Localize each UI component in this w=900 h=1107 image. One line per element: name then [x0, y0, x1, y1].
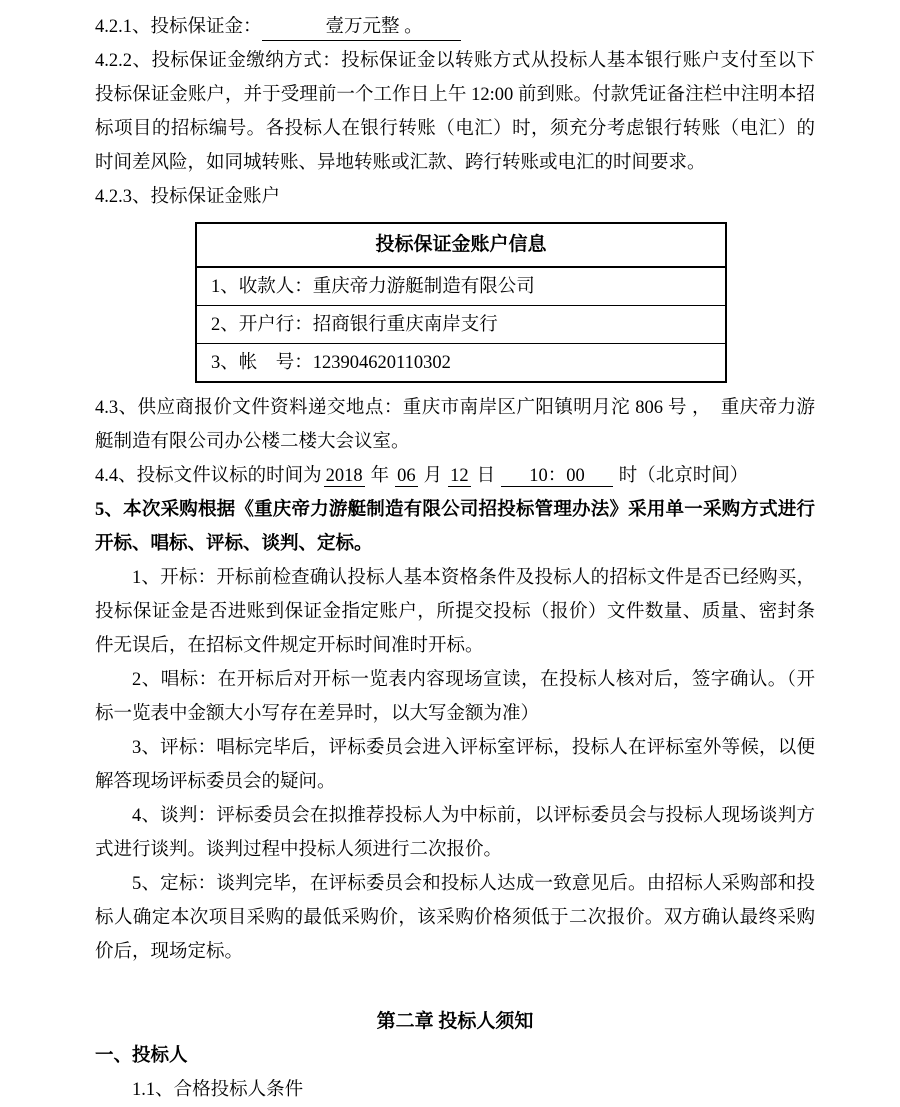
month-unit: 月: [423, 466, 443, 486]
table-row-payee: [196, 267, 726, 306]
table-row-bank: [196, 306, 726, 344]
clause-1-1: 1.1、合格投标人条件: [132, 1080, 304, 1100]
clause-4-4-prefix: 4.4、投标文件议标的时间为: [95, 466, 322, 486]
heading-bidders: 一、投标人: [95, 1046, 188, 1066]
payee-value: 重庆帝力游艇制造有限公司: [312, 276, 535, 297]
clause-4-2-1-label: 4.2.1、投标保证金：: [95, 17, 262, 37]
chapter-2-heading: 第二章 投标人须知: [376, 1011, 534, 1032]
clause-4-3: 4.3、供应商报价文件资料递交地点：重庆市南岸区广阳镇明月沱 806 号 ， 重庆帝力游艇制造有限公司办公楼二楼大会议室。: [95, 398, 815, 452]
bid-date-month: 06: [397, 466, 416, 486]
table-row-account-number: [196, 344, 726, 383]
clause-4-2-3: 4.2.3、投标保证金账户: [95, 187, 281, 207]
account-number-value: 123904620110302: [312, 352, 451, 373]
clause-4-2-1: [95, 10, 815, 44]
bond-table-header-row: [196, 223, 726, 267]
account-number-label: 3、帐 号：: [211, 352, 313, 373]
bank-label: 2、开户行：: [211, 314, 313, 335]
bid-date-day: 12: [450, 466, 469, 486]
bid-time: 10：00: [501, 466, 613, 487]
bond-account-table: [195, 222, 727, 383]
payee-label: 1、收款人：: [211, 276, 313, 297]
day-unit: 日: [476, 466, 496, 486]
procedure-step-opening: 1、开标：开标前检查确认投标人基本资格条件及投标人的招标文件是否已经购买，投标保证金是否进账到保证金指定账户，所提交投标（报价）文件数量、质量、密封条件无误后，在招标文件规定开标时间准时开标。: [95, 568, 815, 656]
clause-4-4: [95, 459, 815, 493]
clause-4-4-suffix: 时（北京时间）: [618, 466, 749, 486]
clause-4-2-2: 4.2.2、投标保证金缴纳方式：投标保证金以转账方式从投标人基本银行账户支付至以下投标保证金账户，并于受理前一个工作日上午 12:00 前到账。付款凭证备注栏中注明本招标项目的招标编号。各投标人在银行转账（电汇）时，须充分考虑银行转账（电汇）的时间差风险，如同城转账、异地转账或汇款、跨行转账或电汇的时间要求。: [95, 51, 815, 173]
bond-table-title: 投标保证金账户信息: [196, 223, 726, 267]
procedure-step-evaluation: 3、评标：唱标完毕后，评标委员会进入评标室评标，投标人在评标室外等候，以便解答现场评标委员会的疑问。: [95, 738, 815, 792]
bid-date-year: 2018: [325, 466, 363, 486]
procedure-step-negotiation: 4、谈判：评标委员会在拟推荐投标人为中标前，以评标委员会与投标人现场谈判方式进行谈判。谈判过程中投标人须进行二次报价。: [95, 806, 815, 860]
bid-bond-amount-blank: 壹万元整 。: [262, 14, 461, 41]
procedure-step-award: 5、定标：谈判完毕，在评标委员会和投标人达成一致意见后。由招标人采购部和投标人确定本次项目采购的最低采购价，该采购价格须低于二次报价。双方确认最终采购价后，现场定标。: [95, 874, 815, 962]
bank-value: 招商银行重庆南岸支行: [312, 314, 498, 335]
year-unit: 年: [370, 466, 390, 486]
procedure-step-reading: 2、唱标：在开标后对开标一览表内容现场宣读，在投标人核对后，签字确认。（开标一览表中金额大小写存在差异时，以大写金额为准）: [95, 670, 815, 724]
clause-5: 5、本次采购根据《重庆帝力游艇制造有限公司招投标管理办法》采用单一采购方式进行开标、唱标、评标、谈判、定标。: [95, 500, 815, 554]
